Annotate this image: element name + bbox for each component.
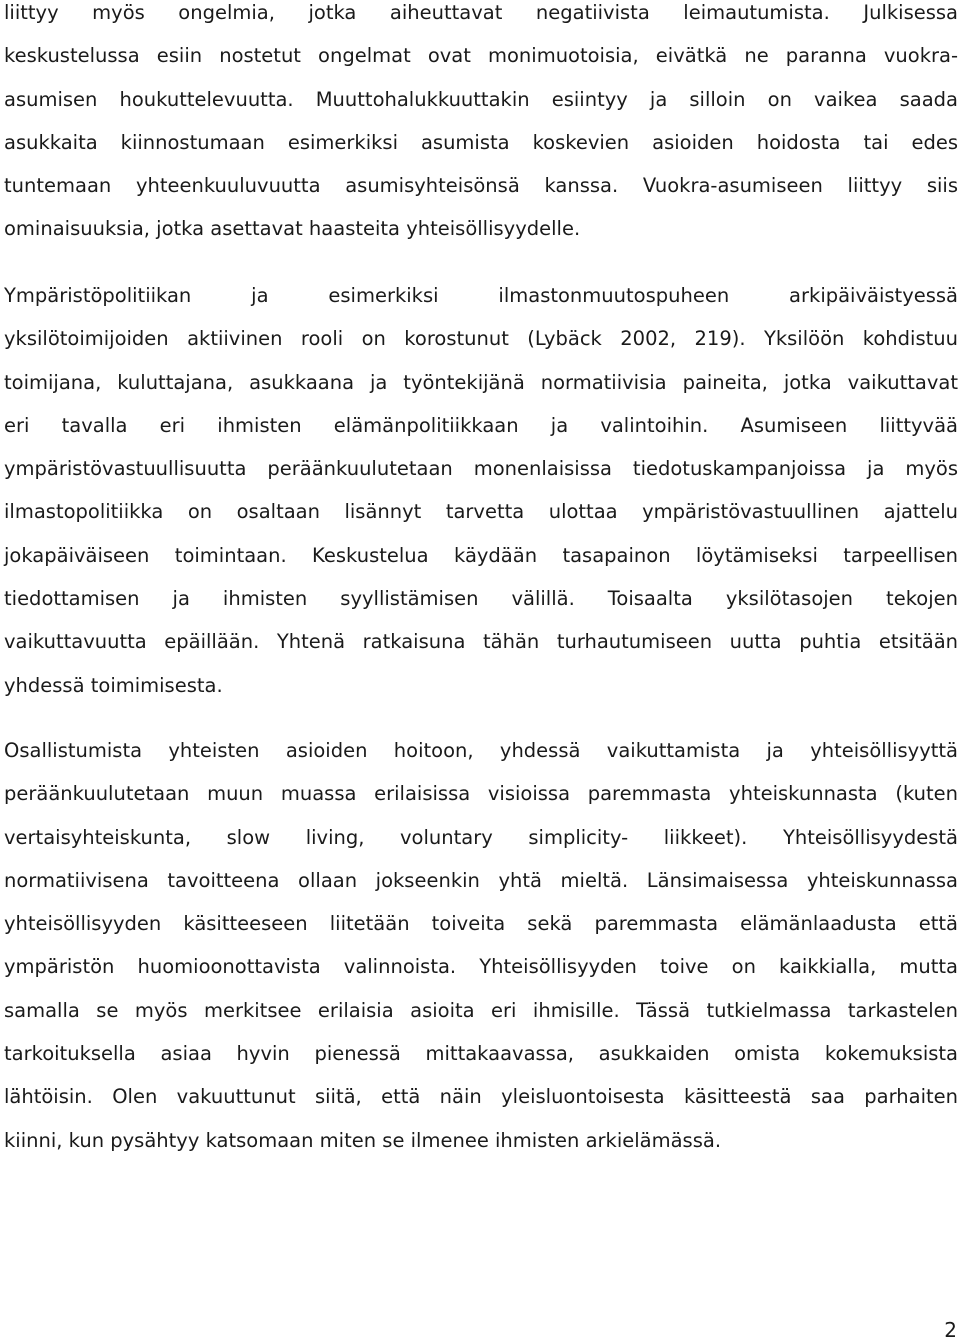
text-line: vertaisyhteiskunta, slow living, voluntary simplicity- liikkeet). Yhteisöllisyydestä [4,825,958,849]
text-line: kiinni, kun pysähtyy katsomaan miten se ilmenee ihmisten arkielämässä. [4,1128,722,1152]
text-line: yksilötoimijoiden aktiivinen rooli on korostunut (Lybäck 2002, 219). Yksilöön kohdistuu [4,327,958,351]
text-line: jokapäiväiseen toimintaan. Keskustelua käydään tasapainon löytämiseksi tarpeellisen [4,543,958,567]
text-line: lähtöisin. Olen vakuuttunut siitä, että näin yleisluontoisesta käsitteestä saa parhaiten [4,1085,958,1109]
paragraph-2 [4,274,958,707]
paragraph-1 [4,0,958,251]
text-line: ominaisuuksia, jotka asettavat haasteita yhteisöllisyydelle. [4,217,581,241]
page-number: 2 [944,1318,957,1342]
text-line: Osallistumista yhteisten asioiden hoitoon, yhdessä vaikuttamista ja yhteisöllisyyttä [4,739,958,762]
text-line: toimijana, kuluttajana, asukkaana ja työntekijänä normatiivisia paineita, jotka vaikuttavat [4,370,958,394]
text-line: tiedottamisen ja ihmisten syyllistämisen välillä. Toisaalta yksilötasojen tekojen [4,587,958,611]
text-line: yhteisöllisyyden käsitteeseen liitetään toiveita sekä paremmasta elämänlaadusta että [4,912,958,936]
text-line: asukkaita kiinnostumaan esimerkiksi asumista koskevien asioiden hoidosta tai edes [4,130,958,154]
text-line: ympäristövastuullisuutta peräänkuulutetaan monenlaisissa tiedotuskampanjoissa ja myös [4,457,958,481]
text-line: ilmastopolitiikka on osaltaan lisännyt tarvetta ulottaa ympäristövastuullinen ajattelu [4,500,958,524]
text-line: tarkoituksella asiaa hyvin pienessä mittakaavassa, asukkaiden omista kokemuksista [4,1042,958,1066]
text-line: tuntemaan yhteenkuuluvuutta asumisyhteisönsä kanssa. Vuokra-asumiseen liittyy siis [4,174,958,198]
text-line: Ympäristöpolitiikan ja esimerkiksi ilmastonmuutospuheen arkipäiväistyessä [4,284,958,307]
text-line: yhdessä toimimisesta. [4,673,223,697]
text-line: ympäristön huomioonottavista valinnoista. Yhteisöllisyyden toive on kaikkialla, mutta [4,955,958,979]
text-line: eri tavalla eri ihmisten elämänpolitiikkaan ja valintoihin. Asumiseen liittyvää [4,413,958,437]
text-line: liittyy myös ongelmia, jotka aiheuttavat negatiivista leimautumista. Julkisessa [4,1,958,24]
text-line: asumisen houkuttelevuutta. Muuttohalukkuuttakin esiintyy ja silloin on vaikea saada [4,87,958,111]
text-line: normatiivisena tavoitteena ollaan jokseenkin yhtä mieltä. Länsimaisessa yhteiskunnassa [4,868,958,892]
text-line: keskustelussa esiin nostetut ongelmat ovat monimuotoisia, eivätkä ne paranna vuokra- [4,44,958,68]
text-line: vaikuttavuutta epäillään. Yhtenä ratkaisuna tähän turhautumiseen uutta puhtia etsitään [4,630,958,654]
text-line: samalla se myös merkitsee erilaisia asioita eri ihmisille. Tässä tutkielmassa tarkastelen [4,998,958,1022]
text-line: peräänkuulutetaan muun muassa erilaisissa visioissa paremmasta yhteiskunnasta (kuten [4,782,958,806]
paragraph-3 [4,729,958,1162]
